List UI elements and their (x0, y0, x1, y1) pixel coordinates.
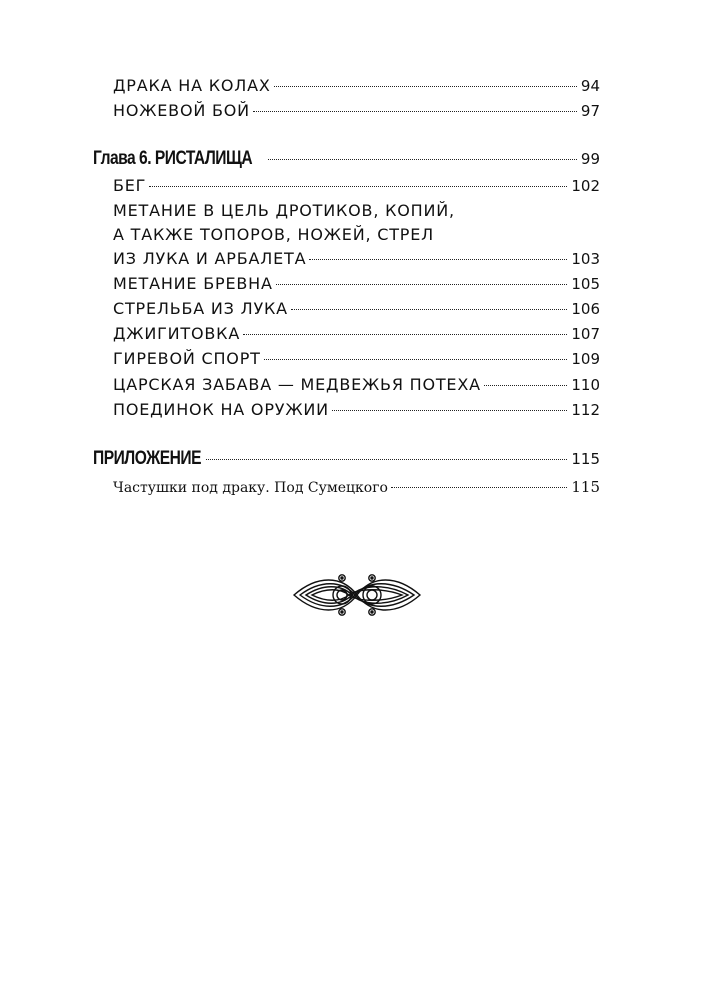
toc-chapter-page: 99 (580, 150, 600, 168)
dot-leader (243, 334, 567, 335)
toc-entry-beg[interactable] (113, 176, 600, 195)
dot-leader (264, 359, 568, 360)
dot-leader (332, 410, 567, 411)
dot-leader (268, 159, 577, 160)
toc-entry-title: ЦАРСКАЯ ЗАБАВА — МЕДВЕЖЬЯ ПОТЕХА (113, 375, 481, 394)
toc-entry-title: СТРЕЛЬБА ИЗ ЛУКА (113, 299, 288, 318)
dot-leader (276, 284, 568, 285)
toc-chapter-6[interactable] (93, 148, 600, 170)
dot-leader (291, 309, 567, 310)
toc-appendix-title: ПРИЛОЖЕНИЕ (93, 448, 202, 469)
toc-entry-archery[interactable] (113, 299, 600, 318)
toc-entry-chastushki[interactable] (113, 478, 600, 496)
toc-entry-nozhevoy-boy[interactable] (113, 101, 600, 120)
dot-leader (253, 111, 577, 112)
dot-leader (391, 487, 567, 488)
toc-entry-page: 112 (571, 401, 600, 419)
toc-entry-throwing-line-1[interactable]: МЕТАНИЕ В ЦЕЛЬ ДРОТИКОВ, КОПИЙ, (113, 201, 455, 220)
toc-appendix-page: 115 (571, 450, 600, 468)
dot-leader (309, 259, 567, 260)
toc-entry-page: 97 (580, 102, 600, 120)
toc-entry-title: ГИРЕВОЙ СПОРТ (113, 349, 261, 368)
toc-chapter-title: Глава 6. РИСТАЛИЩА (93, 148, 253, 169)
toc-entry-log-throwing[interactable] (113, 274, 600, 293)
dot-leader (149, 186, 567, 187)
toc-entry-page: 94 (580, 77, 600, 95)
toc-entry-page: 107 (571, 325, 600, 343)
toc-entry-throwing-line-3[interactable] (113, 249, 600, 268)
toc-entry-title: ИЗ ЛУКА И АРБАЛЕТА (113, 249, 307, 268)
toc-entry-page: 105 (571, 275, 600, 293)
toc-entry-title: БЕГ (113, 176, 147, 195)
toc-entry-title: ДРАКА НА КОЛАХ (113, 76, 271, 95)
toc-entry-page: 115 (571, 478, 600, 496)
toc-entry-page: 110 (571, 376, 600, 394)
toc-entry-draka-na-kolakh[interactable] (113, 76, 600, 95)
toc-entry-kettlebell[interactable] (113, 349, 600, 368)
dot-leader (484, 385, 568, 386)
toc-entry-title: ДЖИГИТОВКА (113, 324, 241, 343)
toc-appendix[interactable] (93, 448, 600, 470)
toc-entry-bear-fun[interactable] (113, 375, 600, 394)
toc-entry-title: ПОЕДИНОК НА ОРУЖИИ (113, 400, 329, 419)
toc-entry-page: 102 (571, 177, 600, 195)
toc-entry-weapon-duel[interactable] (113, 400, 600, 419)
toc-entry-page: 103 (571, 250, 600, 268)
toc-entry-page: 106 (571, 300, 600, 318)
toc-entry-title: МЕТАНИЕ БРЕВНА (113, 274, 273, 293)
toc-entry-title: Частушки под драку. Под Сумецкого (113, 480, 388, 496)
dot-leader (274, 86, 577, 87)
toc-entry-title: НОЖЕВОЙ БОЙ (113, 101, 250, 120)
celtic-knot-ornament-icon (292, 572, 422, 618)
toc-entry-page: 109 (571, 350, 600, 368)
toc-entry-throwing-line-2[interactable]: А ТАКЖЕ ТОПОРОВ, НОЖЕЙ, СТРЕЛ (113, 225, 434, 244)
toc-entry-dzhigitovka[interactable] (113, 324, 600, 343)
dot-leader (206, 459, 568, 460)
